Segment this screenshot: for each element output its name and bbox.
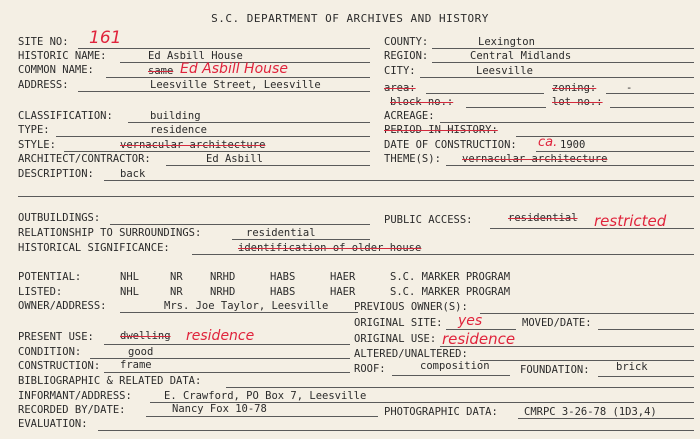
original-use-line bbox=[440, 346, 694, 347]
description-line-1 bbox=[104, 180, 694, 181]
listed-nhl: NHL bbox=[120, 286, 139, 298]
style-label: STYLE: bbox=[18, 139, 56, 151]
common-name-line bbox=[106, 77, 370, 78]
roof-value: composition bbox=[420, 360, 490, 372]
moved-date-line bbox=[598, 329, 694, 330]
type-value: residence bbox=[150, 124, 207, 136]
potential-nrhd: NRHD bbox=[210, 271, 236, 283]
original-use-handwritten: residence bbox=[442, 330, 516, 348]
lot-no-line bbox=[610, 107, 694, 108]
listed-nrhd: NRHD bbox=[210, 286, 236, 298]
county-label: COUNTY: bbox=[384, 36, 429, 48]
listed-haer: HAER bbox=[330, 286, 356, 298]
description-value: back bbox=[120, 168, 146, 180]
historic-name-label: HISTORIC NAME: bbox=[18, 50, 107, 62]
block-no-line bbox=[466, 107, 546, 108]
card-title: S.C. DEPARTMENT OF ARCHIVES AND HISTORY bbox=[211, 12, 489, 25]
themes-value: vernacular architecture bbox=[462, 153, 608, 165]
construction-value: frame bbox=[120, 359, 152, 371]
construction-line bbox=[104, 372, 350, 373]
relationship-value: residential bbox=[246, 227, 316, 239]
evaluation-label: EVALUATION: bbox=[18, 418, 88, 430]
condition-label: CONDITION: bbox=[18, 346, 82, 358]
region-label: REGION: bbox=[384, 50, 429, 62]
original-use-label: ORIGINAL USE: bbox=[354, 333, 437, 345]
altered-line bbox=[480, 360, 694, 361]
lot-no-label: lot no.: bbox=[552, 96, 603, 108]
architect-label: ARCHITECT/CONTRACTOR: bbox=[18, 153, 151, 165]
public-access-line bbox=[490, 228, 694, 229]
city-value: Leesville bbox=[476, 65, 533, 77]
zoning-label: zoning: bbox=[552, 82, 597, 94]
description-label: DESCRIPTION: bbox=[18, 168, 94, 180]
owner-address-label: OWNER/ADDRESS: bbox=[18, 300, 107, 312]
moved-date-label: MOVED/DATE: bbox=[522, 317, 592, 329]
outbuildings-line bbox=[110, 224, 370, 225]
site-no-line bbox=[78, 48, 370, 49]
architect-value: Ed Asbill bbox=[206, 153, 263, 165]
acreage-label: ACREAGE: bbox=[384, 110, 435, 122]
block-no-label: block no.: bbox=[390, 96, 454, 108]
recorded-by-value: Nancy Fox 10-78 bbox=[172, 403, 267, 415]
potential-marker: S.C. MARKER PROGRAM bbox=[390, 271, 511, 283]
original-site-label: ORIGINAL SITE: bbox=[354, 317, 443, 329]
public-access-typed: residential bbox=[508, 212, 578, 224]
listed-habs: HABS bbox=[270, 286, 296, 298]
present-use-handwritten: residence bbox=[186, 328, 255, 344]
roof-label: ROOF: bbox=[354, 363, 386, 375]
type-line bbox=[56, 136, 370, 137]
bibliographic-line bbox=[226, 387, 694, 388]
previous-owners-line bbox=[480, 313, 694, 314]
original-site-handwritten: yes bbox=[458, 313, 483, 329]
relationship-label: RELATIONSHIP TO SURROUNDINGS: bbox=[18, 227, 202, 239]
present-use-typed: dwelling bbox=[120, 330, 171, 342]
period-label: PERIOD IN HISTORY: bbox=[384, 124, 498, 136]
classification-line bbox=[128, 122, 370, 123]
address-label: ADDRESS: bbox=[18, 79, 69, 91]
potential-nr: NR bbox=[170, 271, 183, 283]
site-no-value: 161 bbox=[89, 28, 122, 48]
area-line bbox=[426, 93, 544, 94]
themes-label: THEME(S): bbox=[384, 153, 441, 165]
date-prefix-handwritten: ca. bbox=[538, 135, 558, 150]
common-name-handwritten: Ed Asbill House bbox=[180, 61, 288, 77]
significance-label: HISTORICAL SIGNIFICANCE: bbox=[18, 242, 170, 254]
construction-label: CONSTRUCTION: bbox=[18, 360, 101, 372]
listed-label: LISTED: bbox=[18, 286, 63, 298]
condition-value: good bbox=[128, 346, 154, 358]
themes-line bbox=[446, 165, 694, 166]
roof-line bbox=[392, 375, 510, 376]
date-construction-line bbox=[536, 151, 694, 152]
date-construction-label: DATE OF CONSTRUCTION: bbox=[384, 139, 517, 151]
listed-nr: NR bbox=[170, 286, 183, 298]
owner-address-line bbox=[120, 312, 358, 313]
present-use-label: PRESENT USE: bbox=[18, 331, 94, 343]
photographic-label: PHOTOGRAPHIC DATA: bbox=[384, 406, 498, 418]
zoning-value: - bbox=[626, 82, 633, 94]
potential-habs: HABS bbox=[270, 271, 296, 283]
architect-line bbox=[166, 165, 370, 166]
potential-label: POTENTIAL: bbox=[18, 271, 82, 283]
photographic-line bbox=[518, 418, 694, 419]
foundation-line bbox=[598, 376, 694, 377]
public-access-handwritten: restricted bbox=[594, 212, 667, 230]
recorded-by-label: RECORDED BY/DATE: bbox=[18, 404, 126, 416]
region-line bbox=[432, 62, 694, 63]
acreage-line bbox=[440, 122, 694, 123]
city-label: CITY: bbox=[384, 65, 416, 77]
significance-value: identification of older house bbox=[238, 242, 422, 254]
owner-address-value: Mrs. Joe Taylor, Leesville bbox=[164, 300, 329, 312]
classification-label: CLASSIFICATION: bbox=[18, 110, 113, 122]
date-construction-value: 1900 bbox=[560, 139, 586, 151]
recorded-by-line bbox=[146, 416, 378, 417]
potential-haer: HAER bbox=[330, 271, 356, 283]
informant-label: INFORMANT/ADDRESS: bbox=[18, 390, 132, 402]
style-value: vernacular architecture bbox=[120, 139, 266, 151]
site-no-label: SITE NO: bbox=[18, 36, 69, 48]
area-label: area: bbox=[384, 82, 416, 94]
description-line-2 bbox=[18, 196, 694, 197]
listed-marker: S.C. MARKER PROGRAM bbox=[390, 286, 511, 298]
zoning-line bbox=[606, 93, 694, 94]
evaluation-line bbox=[98, 430, 694, 431]
county-value: Lexington bbox=[478, 36, 535, 48]
type-label: TYPE: bbox=[18, 124, 50, 136]
relationship-line bbox=[232, 239, 370, 240]
outbuildings-label: OUTBUILDINGS: bbox=[18, 212, 101, 224]
common-name-typed: same bbox=[148, 65, 174, 77]
significance-line bbox=[192, 254, 694, 255]
foundation-value: brick bbox=[616, 361, 648, 373]
style-line bbox=[64, 151, 370, 152]
bibliographic-label: BIBLIOGRAPHIC & RELATED DATA: bbox=[18, 375, 202, 387]
county-line bbox=[432, 48, 694, 49]
classification-value: building bbox=[150, 110, 201, 122]
previous-owners-label: PREVIOUS OWNER(S): bbox=[354, 301, 468, 313]
public-access-label: PUBLIC ACCESS: bbox=[384, 214, 473, 226]
city-line bbox=[420, 77, 694, 78]
address-value: Leesville Street, Leesville bbox=[150, 79, 321, 91]
present-use-line bbox=[104, 344, 350, 345]
common-name-label: COMMON NAME: bbox=[18, 64, 94, 76]
historic-name-value: Ed Asbill House bbox=[148, 50, 243, 62]
altered-label: ALTERED/UNALTERED: bbox=[354, 348, 468, 360]
region-value: Central Midlands bbox=[470, 50, 572, 62]
address-line bbox=[78, 91, 370, 92]
photographic-value: CMRPC 3-26-78 (1D3,4) bbox=[524, 406, 657, 418]
potential-nhl: NHL bbox=[120, 271, 139, 283]
informant-value: E. Crawford, PO Box 7, Leesville bbox=[164, 390, 367, 402]
foundation-label: FOUNDATION: bbox=[520, 364, 590, 376]
